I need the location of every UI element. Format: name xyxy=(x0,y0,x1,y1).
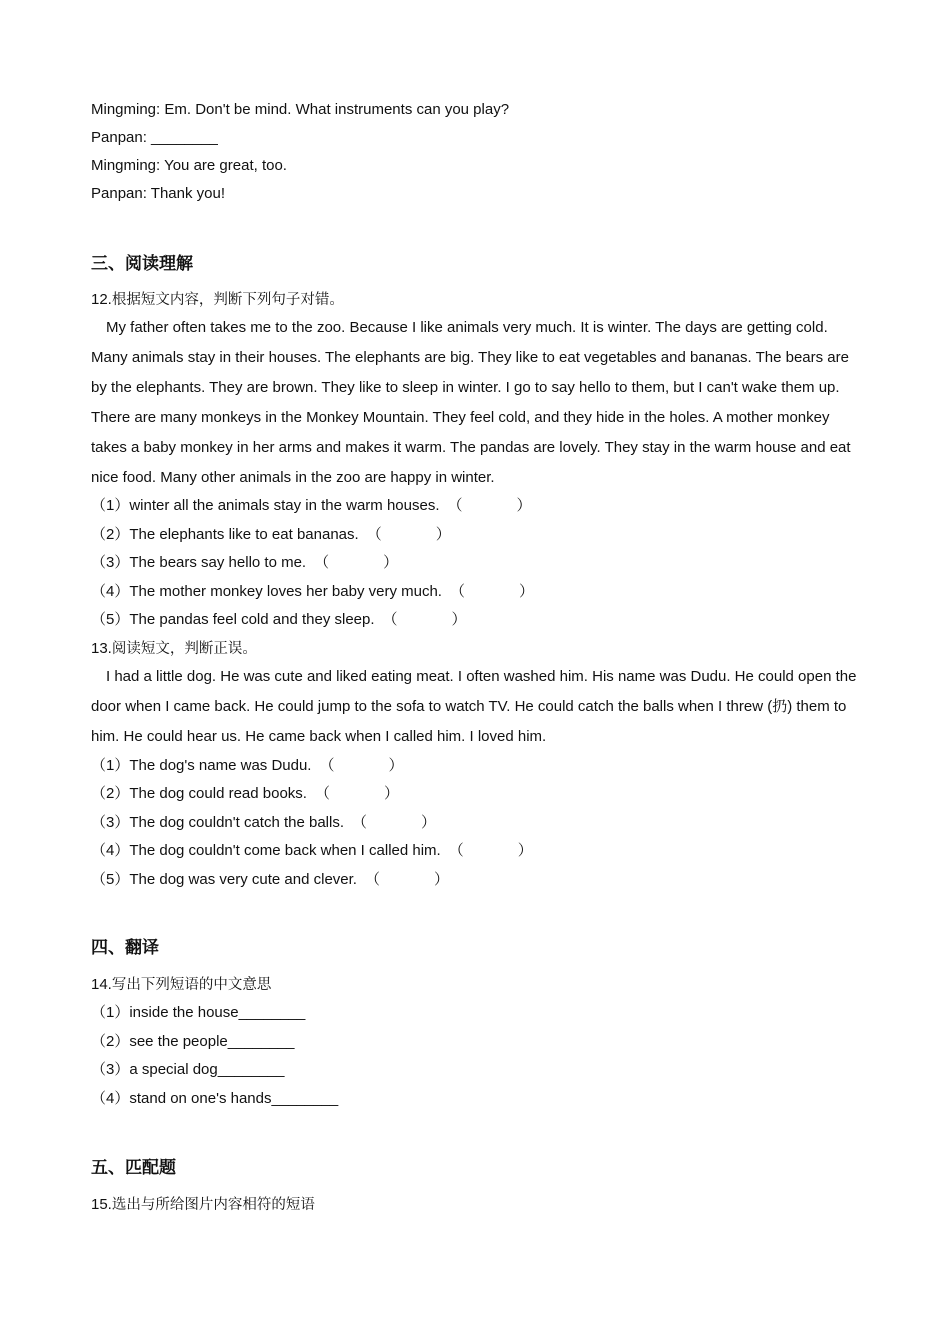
question-number: 12. xyxy=(91,291,112,308)
answer-paren-open: （ xyxy=(449,583,465,600)
question-number: 14. xyxy=(91,976,112,993)
item-text: The dog couldn't catch the balls. xyxy=(129,814,345,831)
dialogue-line: Mingming: Em. Don't be mind. What instruments can you play? xyxy=(91,101,510,118)
answer-paren-open: （ xyxy=(314,785,330,802)
answer-paren-close: ） xyxy=(388,757,404,774)
question-number: 13. xyxy=(91,640,112,657)
item-number: （1） xyxy=(91,757,130,774)
answer-paren-open: （ xyxy=(314,554,330,571)
item-number: （4） xyxy=(91,842,130,859)
section-heading-translation: 四、翻译 xyxy=(91,938,159,958)
q13-item xyxy=(91,813,436,833)
q13-item xyxy=(91,870,449,890)
answer-paren-close: ） xyxy=(421,814,437,831)
answer-paren-open: （ xyxy=(366,526,382,543)
item-text: The dog was very cute and clever. xyxy=(129,871,357,888)
item-text: The dog couldn't come back when I called him. xyxy=(129,842,441,859)
q14-item[interactable] xyxy=(91,1089,338,1109)
item-text: The elephants like to eat bananas. xyxy=(129,526,359,543)
question-12-prompt xyxy=(91,290,344,310)
dialogue-line: Mingming: You are great, too. xyxy=(91,157,287,174)
item-number: （5） xyxy=(91,611,130,628)
answer-paren-open: （ xyxy=(382,611,398,628)
item-text: see the people________ xyxy=(129,1033,295,1050)
item-text: The mother monkey loves her baby very much. xyxy=(129,583,442,600)
answer-paren-close: ） xyxy=(433,871,449,888)
answer-paren-close: ） xyxy=(451,611,467,628)
item-number: （4） xyxy=(91,1090,130,1107)
section-heading-reading: 三、阅读理解 xyxy=(91,254,193,274)
item-text: The bears say hello to me. xyxy=(129,554,307,571)
q14-item[interactable] xyxy=(91,1003,305,1023)
q13-item xyxy=(91,756,404,776)
answer-paren-open: （ xyxy=(447,497,463,514)
item-text: stand on one's hands________ xyxy=(129,1090,339,1107)
answer-paren-open: （ xyxy=(319,757,335,774)
item-number: （1） xyxy=(91,497,130,514)
question-number: 15. xyxy=(91,1196,112,1213)
item-number: （1） xyxy=(91,1004,130,1021)
question-13-passage: I had a little dog. He was cute and liked eating meat. I often washed him. His name was Dudu. He could open the door when I came back. He could jump to the sofa to watch TV. He could catch the balls when I threw (扔) them to him. He could hear us. He came back when I called him. I loved him. xyxy=(91,668,857,745)
item-text: The dog could read books. xyxy=(129,785,307,802)
item-number: （2） xyxy=(91,1033,130,1050)
section-heading-matching: 五、匹配题 xyxy=(91,1158,176,1178)
q12-item xyxy=(91,610,467,630)
item-text: inside the house________ xyxy=(129,1004,306,1021)
answer-paren-close: ） xyxy=(383,785,399,802)
answer-paren-open: （ xyxy=(364,871,380,888)
q13-item xyxy=(91,841,533,861)
answer-paren-open: （ xyxy=(352,814,368,831)
question-14-prompt xyxy=(91,975,271,995)
q13-item xyxy=(91,784,399,804)
question-15-prompt xyxy=(91,1195,315,1215)
item-text: a special dog________ xyxy=(129,1061,285,1078)
answer-paren-close: ） xyxy=(383,554,399,571)
answer-paren-open: （ xyxy=(448,842,464,859)
answer-paren-close: ） xyxy=(519,583,535,600)
question-instruction: 写出下列短语的中文意思 xyxy=(111,977,272,993)
item-number: （2） xyxy=(91,526,130,543)
q12-item xyxy=(91,582,534,602)
question-instruction: 根据短文内容，判断下列句子对错。 xyxy=(111,292,344,308)
answer-paren-close: ） xyxy=(517,842,533,859)
item-number: （3） xyxy=(91,554,130,571)
question-instruction: 阅读短文，判断正误。 xyxy=(111,641,257,657)
item-number: （5） xyxy=(91,871,130,888)
item-number: （4） xyxy=(91,583,130,600)
answer-paren-close: ） xyxy=(435,526,451,543)
item-text: The pandas feel cold and they sleep. xyxy=(129,611,375,628)
item-text: The dog's name was Dudu. xyxy=(129,757,312,774)
answer-paren-close: ） xyxy=(516,497,532,514)
q12-item xyxy=(91,496,532,516)
item-text: winter all the animals stay in the warm houses. xyxy=(129,497,440,514)
item-number: （3） xyxy=(91,814,130,831)
item-number: （2） xyxy=(91,785,130,802)
q14-item[interactable] xyxy=(91,1060,284,1080)
q12-item xyxy=(91,525,451,545)
item-number: （3） xyxy=(91,1061,130,1078)
q12-item xyxy=(91,553,398,573)
q14-item[interactable] xyxy=(91,1032,295,1052)
dialogue-line: Panpan: Thank you! xyxy=(91,185,225,202)
question-12-passage: My father often takes me to the zoo. Because I like animals very much. It is winter. The days are getting cold. Many animals stay in their houses. The elephants are big. They like to eat vegetables and bananas. The bears are by the elephants. They are brown. They like to sleep in winter. I go to say hello to them, but I can't wake them up. There are many monkeys in the Monkey Mountain. They feel cold, and they hide in the holes. A mother monkey takes a baby monkey in her arms and makes it warm. The pandas are lovely. They stay in the warm house and eat nice food. Many other animals in the zoo are happy in winter. xyxy=(91,319,851,486)
question-13-prompt xyxy=(91,639,257,659)
question-instruction: 选出与所给图片内容相符的短语 xyxy=(111,1197,315,1213)
dialogue-line: Panpan: ________ xyxy=(91,129,218,146)
